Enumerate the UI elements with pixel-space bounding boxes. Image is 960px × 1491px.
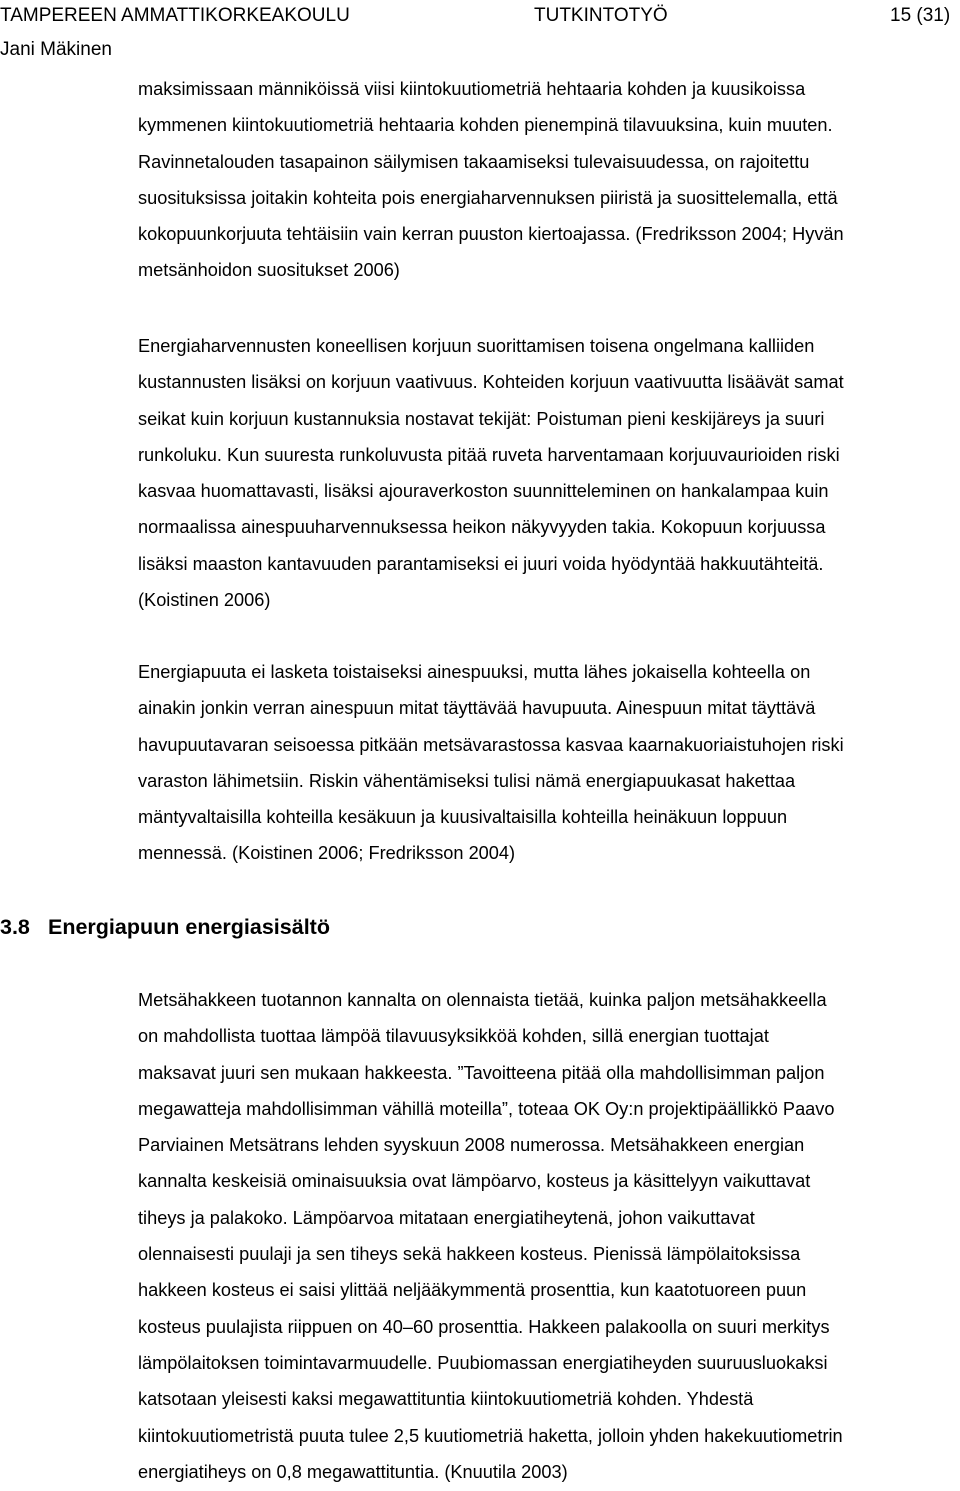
text-line: energiatiheys on 0,8 megawattituntia. (Knuutila 2003) xyxy=(138,1461,568,1482)
text-line: kasvaa huomattavasti, lisäksi ajouraverkoston suunnitteleminen on hankalampaa kuin xyxy=(138,481,829,502)
text-line: Metsähakkeen tuotannon kannalta on olennaista tietää, kuinka paljon metsähakkeella xyxy=(138,990,827,1010)
text-line: katsotaan yleisesti kaksi megawattituntia kiintokuutiometriä kohden. Yhdestä xyxy=(138,1389,754,1410)
text-line: seikat kuin korjuun kustannuksia nostavat tekijät: Poistuman pieni keskijäreys ja suuri xyxy=(138,408,825,429)
section-number: 3.8 xyxy=(0,915,30,939)
section-title: Energiapuun energiasisältö xyxy=(48,915,330,939)
text-line: ainakin jonkin verran ainespuun mitat täyttävää havupuuta. Ainespuun mitat täyttävä xyxy=(138,698,816,719)
text-line: suosituksissa joitakin kohteita pois energiaharvennuksen piiristä ja suosittelemalla, että xyxy=(138,187,838,208)
text-line: Energiaharvennusten koneellisen korjuun suorittamisen toisena ongelmana kalliiden xyxy=(138,336,815,356)
paragraph-3 xyxy=(138,654,960,872)
section-heading xyxy=(0,912,330,942)
text-line: hakkeen kosteus ei saisi ylittää neljääkymmentä prosenttia, kun kaatotuoreen puun xyxy=(138,1280,807,1301)
paragraph-1 xyxy=(138,71,960,289)
header-page-number: 15 (31) xyxy=(890,5,951,26)
text-line: maksimissaan männiköissä viisi kiintokuutiometriä hehtaaria kohden ja kuusikoissa xyxy=(138,79,806,99)
text-line: kannalta keskeisiä ominaisuuksia ovat lämpöarvo, kosteus ja käsittelyyn vaikuttavat xyxy=(138,1171,811,1192)
text-line: varaston lähimetsiin. Riskin vähentämiseksi tulisi nämä energiapuukasat hakettaa xyxy=(138,770,796,791)
text-line: on mahdollista tuottaa lämpöä tilavuusyksikköä kohden, sillä energian tuottajat xyxy=(138,1026,769,1047)
text-line: Parviainen Metsätrans lehden syyskuun 2008 numerossa. Metsähakkeen energian xyxy=(138,1135,805,1156)
paragraph-2 xyxy=(138,328,960,618)
header-author: Jani Mäkinen xyxy=(0,39,112,60)
text-line: tiheys ja palakoko. Lämpöarvoa mitataan energiatiheytenä, johon vaikuttavat xyxy=(138,1207,755,1228)
text-line: kiintokuutiometristä puuta tulee 2,5 kuutiometriä haketta, jolloin yhden hakekuutiometrin xyxy=(138,1425,843,1446)
text-line: (Koistinen 2006) xyxy=(138,590,271,611)
text-line: havupuutavaran seisoessa pitkään metsävarastossa kasvaa kaarnakuoriaistuhojen riski xyxy=(138,734,844,755)
text-line: lämpölaitoksen toimintavarmuudelle. Puubiomassan energiatiheyden suuruusluokaksi xyxy=(138,1352,828,1373)
text-line: runkoluku. Kun suuresta runkoluvusta pitää ruveta harventamaan korjuuvaurioiden riski xyxy=(138,444,840,465)
paragraph-4 xyxy=(138,982,960,1490)
text-line: mäntyvaltaisilla kohteilla kesäkuun ja kuusivaltaisilla kohteilla heinäkuun loppuun xyxy=(138,807,788,828)
text-line: maksavat juuri sen mukaan hakkeesta. ”Tavoitteena pitää olla mahdollisimman paljon xyxy=(138,1062,825,1083)
text-line: metsänhoidon suositukset 2006) xyxy=(138,260,400,281)
text-line: lisäksi maaston kantavuuden parantamiseksi ei juuri voida hyödyntää hakkuutähteitä. xyxy=(138,553,824,574)
text-line: kustannusten lisäksi on korjuun vaativuus. Kohteiden korjuun vaativuutta lisäävät samat xyxy=(138,372,844,393)
text-line: mennessä. (Koistinen 2006; Fredriksson 2004) xyxy=(138,843,516,864)
text-line: normaalissa ainespuuharvennuksessa heikon näkyvyyden takia. Kokopuun korjuussa xyxy=(138,517,826,538)
header-document-type: TUTKINTOTYÖ xyxy=(534,5,668,26)
text-line: olennaisesti puulaji ja sen tiheys sekä hakkeen kosteus. Pienissä lämpölaitoksissa xyxy=(138,1244,801,1265)
text-line: Energiapuuta ei lasketa toistaiseksi ainespuuksi, mutta lähes jokaisella kohteella on xyxy=(138,662,811,682)
text-line: kokopuunkorjuuta tehtäisiin vain kerran puuston kiertoajassa. (Fredriksson 2004; Hyvän xyxy=(138,224,844,245)
text-line: kymmenen kiintokuutiometriä hehtaaria kohden pienempinä tilavuuksina, kuin muuten. xyxy=(138,115,833,136)
text-line: Ravinnetalouden tasapainon säilymisen takaamiseksi tulevaisuudessa, on rajoitettu xyxy=(138,151,810,172)
header-school-name: TAMPEREEN AMMATTIKORKEAKOULU xyxy=(0,5,350,26)
text-line: kosteus puulajista riippuen on 40–60 prosenttia. Hakkeen palakoolla on suuri merkitys xyxy=(138,1316,830,1337)
text-line: megawatteja mahdollisimman vähillä moteilla”, toteaa OK Oy:n projektipäällikkö Paavo xyxy=(138,1098,835,1119)
